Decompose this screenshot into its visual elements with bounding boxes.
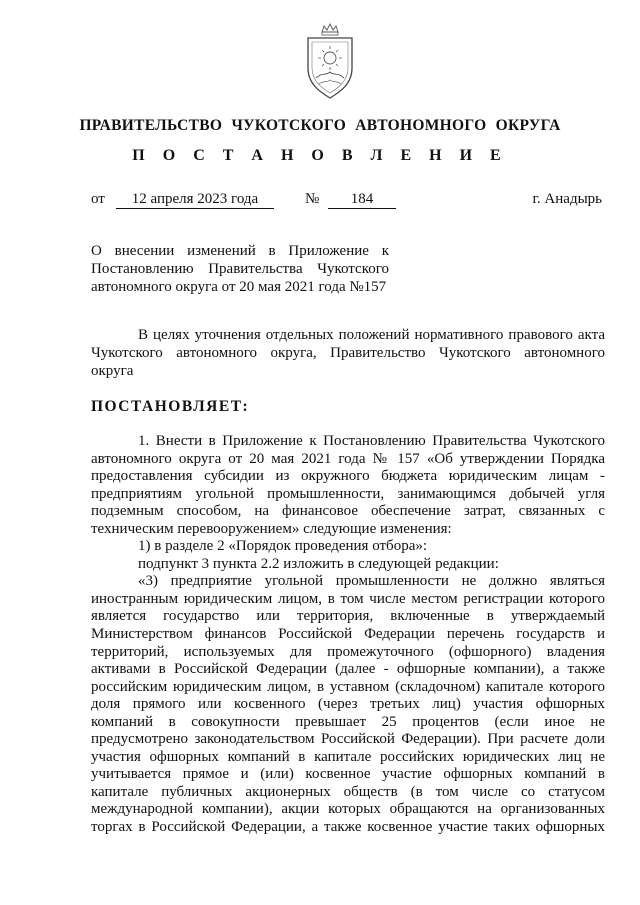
document-number: 184 bbox=[328, 190, 396, 209]
organization-title: ПРАВИТЕЛЬСТВО ЧУКОТСКОГО АВТОНОМНОГО ОКРУГА bbox=[79, 117, 561, 134]
coat-of-arms-emblem-icon bbox=[302, 22, 358, 100]
body-line: автономного округа от 20 мая 2021 года № 157 «Об утверждении Порядка bbox=[91, 450, 605, 467]
number-label: № bbox=[305, 191, 320, 207]
document-body bbox=[91, 433, 605, 837]
body-line: учитывается прямое и (или) косвенное участие офшорных компаний в bbox=[91, 766, 605, 783]
body-line: международной компании), акции которых обращаются на организованных bbox=[91, 801, 605, 818]
body-line: техническим перевооружением» следующие изменения: bbox=[91, 520, 452, 537]
body-line: компаний в совокупности превышает 25 процентов (если иное не bbox=[91, 713, 605, 730]
body-line: капитале публичных акционерных обществ (в том числе со статусом bbox=[91, 783, 605, 800]
body-line: доля прямого или косвенного (через третьих лиц) участия офшорных bbox=[91, 696, 605, 713]
body-line: подземным способом, на финансовое обеспечение затрат, связанных с bbox=[91, 503, 605, 520]
body-line: территорий, используемых для промежуточного (офшорного) владения bbox=[91, 643, 605, 660]
preamble-line: Чукотского автономного округа, Правительство Чукотского автономного bbox=[91, 345, 605, 361]
body-line: 1) в разделе 2 «Порядок проведения отбора»: bbox=[138, 538, 428, 555]
document-date: 12 апреля 2023 года bbox=[116, 190, 274, 209]
body-line: российским юридическим лицом, в уставном (складочном) капитале которого bbox=[91, 678, 605, 695]
preamble-line: округа bbox=[91, 363, 134, 379]
body-line: «3) предприятие угольной промышленности не должно являться bbox=[138, 573, 605, 590]
subject-line: О внесении изменений в Приложение к bbox=[91, 243, 389, 259]
body-line: 1. Внести в Приложение к Постановлению Правительства Чукотского bbox=[138, 433, 605, 449]
subject-line: Постановлению Правительства Чукотского bbox=[91, 261, 389, 277]
body-line: активами в Российской Федерации (далее - офшорные компании), а также bbox=[91, 661, 605, 678]
body-line: является государство или территория, включенные в утверждаемый bbox=[91, 608, 605, 625]
body-line: Министерством финансов Российской Федерации перечень государств и bbox=[91, 626, 605, 643]
body-line: иностранным юридическим лицом, в том числе местом регистрации которого bbox=[91, 590, 605, 607]
body-line: торгах в Российской Федерации, а также косвенное участие таких офшорных bbox=[91, 819, 605, 836]
city-name: г. Анадырь bbox=[532, 191, 602, 207]
preamble-paragraph bbox=[91, 326, 605, 380]
preamble-line: В целях уточнения отдельных положений нормативного правового акта bbox=[138, 327, 605, 343]
body-line: участия офшорных компаний в капитале российских юридических лиц не bbox=[91, 748, 605, 765]
resolves-heading: ПОСТАНОВЛЯЕТ: bbox=[91, 398, 250, 415]
body-line: предусмотрено законодательством Российской Федерации). При расчете доли bbox=[91, 731, 605, 748]
body-line: предоставления субсидии из окружного бюджета юридическим лицам - bbox=[91, 468, 605, 485]
document-type-title: П О С Т А Н О В Л Е Н И Е bbox=[132, 147, 508, 164]
body-line: подпункт 3 пункта 2.2 изложить в следующей редакции: bbox=[138, 555, 499, 572]
document-subject bbox=[91, 242, 389, 296]
body-line: предприятиям угольной промышленности, занимающимся добычей угля bbox=[91, 485, 605, 502]
subject-line: автономного округа от 20 мая 2021 года №157 bbox=[91, 279, 387, 295]
date-from-label: от bbox=[91, 191, 105, 207]
